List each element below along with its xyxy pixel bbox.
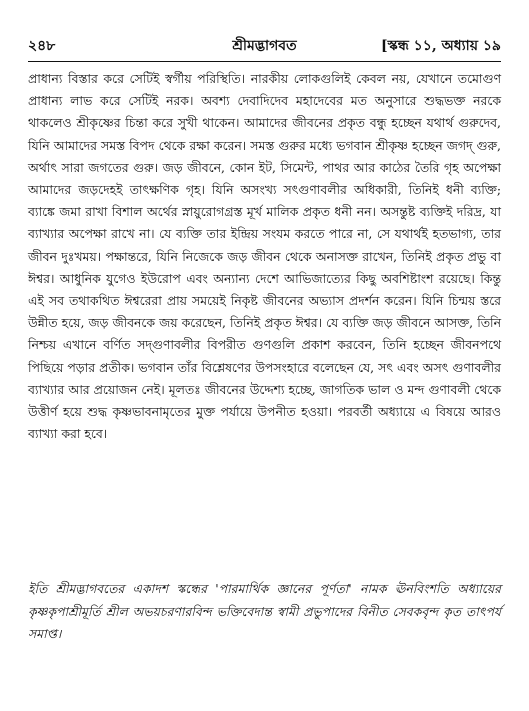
chapter-colophon: ইতি শ্রীমদ্ভাগবতের একাদশ স্কন্ধের 'পারমার্থিক জ্ঞানের পূর্ণতা' নামক ঊনবিংশতি অধ্যায়ের কৃষ্ণকৃপাশ্রীমূর্তি শ্রীল অভয়চরণারবিন্দ ভক্তিবেদান্ত স্বামী প্রভুপাদের বিনীত সেবকবৃন্দ কৃত তাৎপর্য সমাপ্ত। (28, 581, 501, 641)
body-paragraph: প্রাধান্য বিস্তার করে সেটিই স্বর্গীয় পরিস্থিতি। নারকীয় লোকগুলিই কেবল নয়, যেখানে তমোগুণ প্রাধান্য লাভ করে সেটিই নরক। অবশ্য দেবাদিদেব মহাদেবের মত অনুসারে শুদ্ধভক্ত নরকে থাকলেও শ্রীকৃষ্ণের চিন্তা করে সুখী থাকেন। আমাদের জীবনের প্রকৃত বন্ধু হচ্ছেন যথার্থ গুরুদেব, যিনি আমাদের সমস্ত বিপদ থেকে রক্ষা করেন। সমস্ত গুরুর মধ্যে ভগবান শ্রীকৃষ্ণ হচ্ছেন জগদ্ গুরু, অর্থাৎ সারা জগতের গুরু। জড় জীবনে, কোন ইট, সিমেন্ট, পাথর আর কাঠের তৈরি গৃহ অপেক্ষা আমাদের জড়দেহই তাৎক্ষণিক গৃহ। যিনি অসংখ্য সৎগুণাবলীর অধিকারী, তিনিই ধনী ব্যক্তি; ব্যাঙ্কে জমা রাখা বিশাল অর্থের স্নায়ুরোগগ্রস্ত মূর্খ মালিক প্রকৃত ধনী নন। অসন্তুষ্ট ব্যক্তিই দরিদ্র, যা ব্যাখ্যার অপেক্ষা রাখে না। যে ব্যক্তি তার ইন্দ্রিয় সংযম করতে পারে না, সে যথার্থই হতভাগ্য, তার জীবন দুঃখময়। পক্ষান্তরে, যিনি নিজেকে জড় জীবন থেকে অনাসক্ত রাখেন, তিনিই প্রকৃত প্রভু বা ঈশ্বর। আধুনিক যুগেও ইউরোপ এবং অন্যান্য দেশে আভিজাত্যের কিছু অবশিষ্টাংশ রয়েছে। কিন্তু এই সব তথাকথিত ঈশ্বরেরা প্রায় সময়েই নিকৃষ্ট জীবনের অভ্যাস প্রদর্শন করেন। যিনি চিন্ময় স্তরে উন্নীত হয়ে, জড় জীবনকে জয় করেছেন, তিনিই প্রকৃত ঈশ্বর। যে ব্যক্তি জড় জীবনে আসক্ত, তিনি নিশ্চয় এখানে বর্ণিত সদ্গুণাবলীর বিপরীত গুণগুলি প্রকাশ করবেন, তিনি হচ্ছেন জীবনপথে পিছিয়ে পড়ার প্রতীক। ভগবান তাঁর বিশ্লেষণের উপসংহারে বলেছেন যে, সৎ এবং অসৎ গুণাবলীর ব্যাখ্যার আর প্রয়োজন নেই। মূলতঃ জীবনের উদ্দেশ্য হচ্ছে, জাগতিক ভাল ও মন্দ গুণাবলী থেকে উত্তীর্ণ হয়ে শুদ্ধ কৃষ্ণভাবনামৃতের মুক্ত পর্যায়ে উপনীত হওয়া। পরবর্তী অধ্যায়ে এ বিষয়ে আরও ব্যাখ্যা করা হবে। (28, 71, 501, 442)
chapter-reference: [স্কন্ধ ১১, অধ্যায় ১৯ (381, 38, 501, 54)
page-header (28, 34, 501, 58)
page-number: ২৪৮ (28, 38, 56, 54)
book-title: শ্রীমদ্ভাগবত (232, 38, 297, 54)
header-divider (28, 61, 501, 62)
